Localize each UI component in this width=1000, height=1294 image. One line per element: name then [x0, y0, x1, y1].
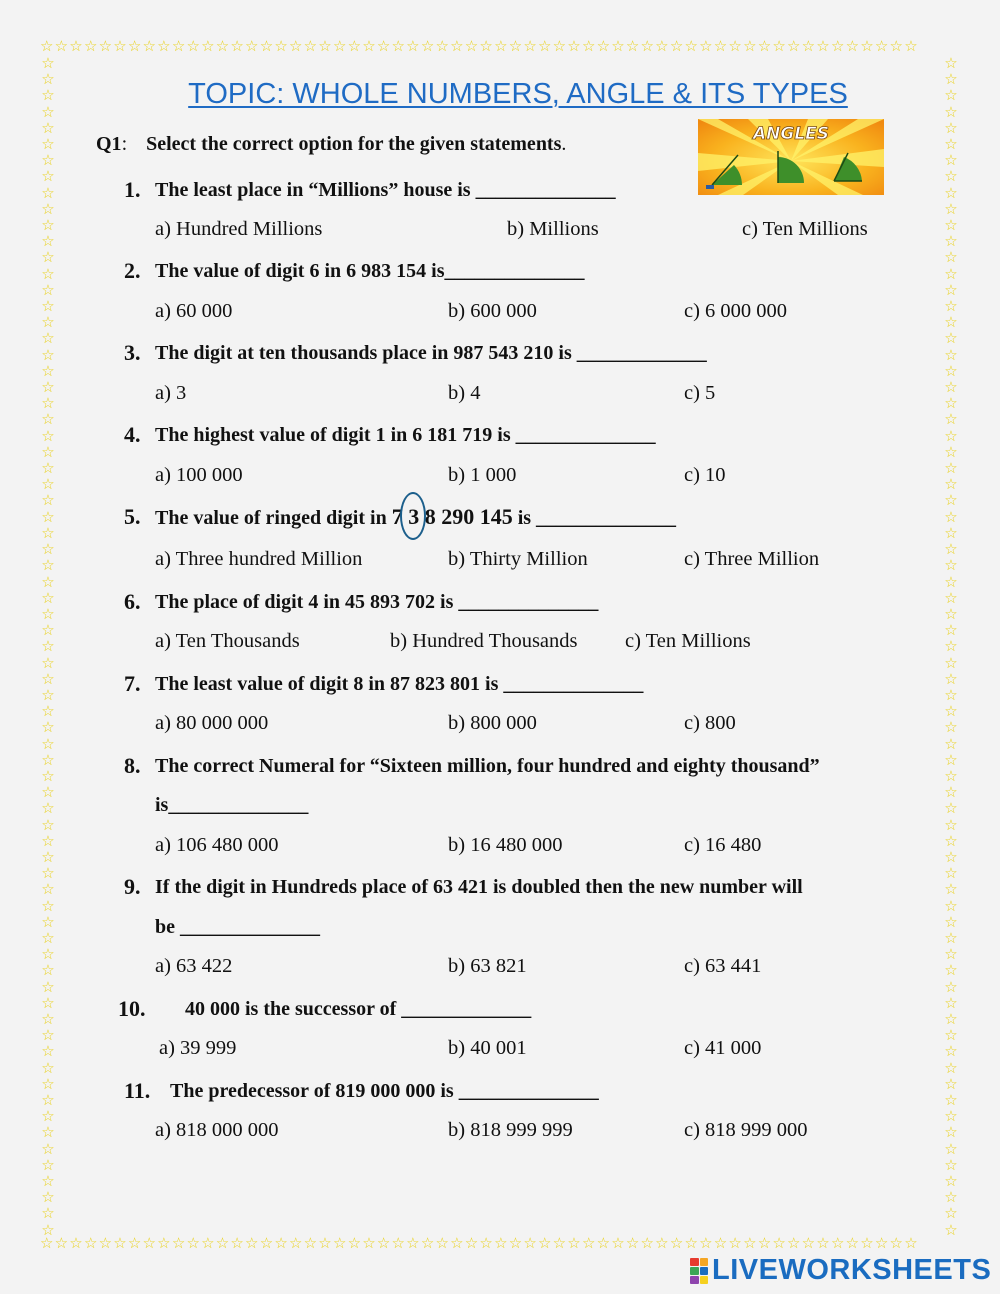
question-number: 10. [118, 996, 146, 1021]
option-c[interactable]: c) Ten Millions [625, 630, 751, 652]
question-text: The least place in “Millions” house is ______________ [155, 179, 616, 201]
option-c[interactable]: c) 41 000 [684, 1037, 762, 1059]
number-rest: 8 290 145 [419, 504, 513, 529]
option-c[interactable]: c) Ten Millions [742, 218, 868, 240]
option-b[interactable]: b) 800 000 [448, 712, 537, 734]
option-c[interactable]: c) 5 [684, 382, 716, 404]
option-b[interactable]: b) 4 [448, 382, 481, 404]
star-border-left: ☆☆☆☆☆☆☆☆☆☆☆☆☆☆☆☆☆☆☆☆☆☆☆☆☆☆☆☆☆☆☆☆☆☆☆☆☆☆☆☆☆☆☆☆☆☆☆☆☆☆☆☆☆☆☆☆☆☆☆☆☆☆☆☆☆☆☆☆☆☆☆☆☆ [41, 55, 55, 1235]
question-number: 1. [124, 177, 141, 202]
ringed-digit [408, 504, 419, 530]
star-border-top: ☆☆☆☆☆☆☆☆☆☆☆☆☆☆☆☆☆☆☆☆☆☆☆☆☆☆☆☆☆☆☆☆☆☆☆☆☆☆☆☆☆☆☆☆☆☆☆☆☆☆☆☆☆☆☆☆☆☆☆☆ [40, 38, 919, 54]
question-text: The least value of digit 8 in 87 823 801 is ______________ [155, 673, 644, 695]
angles-illustration [698, 119, 884, 195]
option-a[interactable]: a) 100 000 [155, 464, 243, 486]
option-b[interactable]: b) 63 821 [448, 955, 527, 977]
question-number: 3. [124, 340, 141, 365]
option-c[interactable]: c) Three Million [684, 548, 820, 570]
question-text-tail: is ______________ [512, 507, 677, 529]
question-number: 8. [124, 753, 141, 778]
question-text: The predecessor of 819 000 000 is ______________ [170, 1080, 599, 1102]
q1-instruction: Select the correct option for the given statements [146, 133, 562, 155]
option-b[interactable]: b) 1 000 [448, 464, 517, 486]
question-text: The place of digit 4 in 45 893 702 is ______________ [155, 591, 599, 613]
q1-label: Q1 [96, 133, 122, 155]
option-a[interactable]: a) 60 000 [155, 300, 233, 322]
option-a[interactable]: a) 106 480 000 [155, 834, 279, 856]
option-a[interactable]: a) 80 000 000 [155, 712, 269, 734]
option-c[interactable]: c) 800 [684, 712, 736, 734]
question-number: 4. [124, 422, 141, 447]
question-number: 6. [124, 589, 141, 614]
brand-blocks-icon [690, 1258, 708, 1284]
question-text [155, 504, 676, 530]
option-a[interactable]: a) 63 422 [155, 955, 233, 977]
option-b[interactable]: b) 16 480 000 [448, 834, 563, 856]
option-b[interactable]: b) 40 001 [448, 1037, 527, 1059]
ringed-digit-value: 3 [408, 504, 420, 529]
number-lead: 7 [391, 504, 409, 529]
question-text: 40 000 is the successor of _____________ [185, 998, 532, 1020]
option-a[interactable]: a) Hundred Millions [155, 218, 323, 240]
question-text: The highest value of digit 1 in 6 181 719 is ______________ [155, 424, 656, 446]
liveworksheets-logo[interactable] [690, 1254, 991, 1287]
option-b[interactable]: b) 818 999 999 [448, 1119, 573, 1141]
option-c[interactable]: c) 16 480 [684, 834, 762, 856]
question-number: 7. [124, 671, 141, 696]
question-text: The digit at ten thousands place in 987 543 210 is _____________ [155, 342, 707, 364]
option-b[interactable]: b) Hundred Thousands [390, 630, 578, 652]
q1-heading: Q1: Select the correct option for the given statements. [96, 133, 567, 155]
option-c[interactable]: c) 63 441 [684, 955, 762, 977]
option-a[interactable]: a) Three hundred Million [155, 548, 363, 570]
question-number: 11. [124, 1078, 151, 1103]
question-text: The correct Numeral for “Sixteen million, four hundred and eighty thousand” [155, 755, 820, 777]
question-number: 2. [124, 258, 141, 283]
option-a[interactable]: a) 818 000 000 [155, 1119, 279, 1141]
option-b[interactable]: b) Millions [507, 218, 599, 240]
question-text-line2: is______________ [155, 794, 309, 816]
question-text: If the digit in Hundreds place of 63 421 is doubled then the new number will [155, 876, 803, 898]
question-text: The value of digit 6 in 6 983 154 is______________ [155, 260, 585, 282]
star-border-right: ☆☆☆☆☆☆☆☆☆☆☆☆☆☆☆☆☆☆☆☆☆☆☆☆☆☆☆☆☆☆☆☆☆☆☆☆☆☆☆☆☆☆☆☆☆☆☆☆☆☆☆☆☆☆☆☆☆☆☆☆☆☆☆☆☆☆☆☆☆☆☆☆☆ [944, 55, 958, 1235]
question-text-lead: The value of ringed digit in [155, 507, 392, 529]
option-a[interactable]: a) 39 999 [159, 1037, 237, 1059]
question-text-line2: be ______________ [155, 916, 320, 938]
question-number: 9. [124, 874, 141, 899]
star-border-bottom: ☆☆☆☆☆☆☆☆☆☆☆☆☆☆☆☆☆☆☆☆☆☆☆☆☆☆☆☆☆☆☆☆☆☆☆☆☆☆☆☆☆☆☆☆☆☆☆☆☆☆☆☆☆☆☆☆☆☆☆☆ [40, 1235, 919, 1251]
page-title: TOPIC: WHOLE NUMBERS, ANGLE & ITS TYPES [188, 78, 848, 110]
option-c[interactable]: c) 6 000 000 [684, 300, 788, 322]
angles-image-caption: ANGLES [752, 124, 830, 144]
option-b[interactable]: b) Thirty Million [448, 548, 588, 570]
option-c[interactable]: c) 10 [684, 464, 726, 486]
brand-name: LIVEWORKSHEETS [712, 1254, 992, 1286]
option-a[interactable]: a) Ten Thousands [155, 630, 300, 652]
option-b[interactable]: b) 600 000 [448, 300, 537, 322]
question-number: 5. [124, 504, 141, 529]
option-c[interactable]: c) 818 999 000 [684, 1119, 808, 1141]
ring-circle [400, 492, 426, 540]
option-a[interactable]: a) 3 [155, 382, 187, 404]
